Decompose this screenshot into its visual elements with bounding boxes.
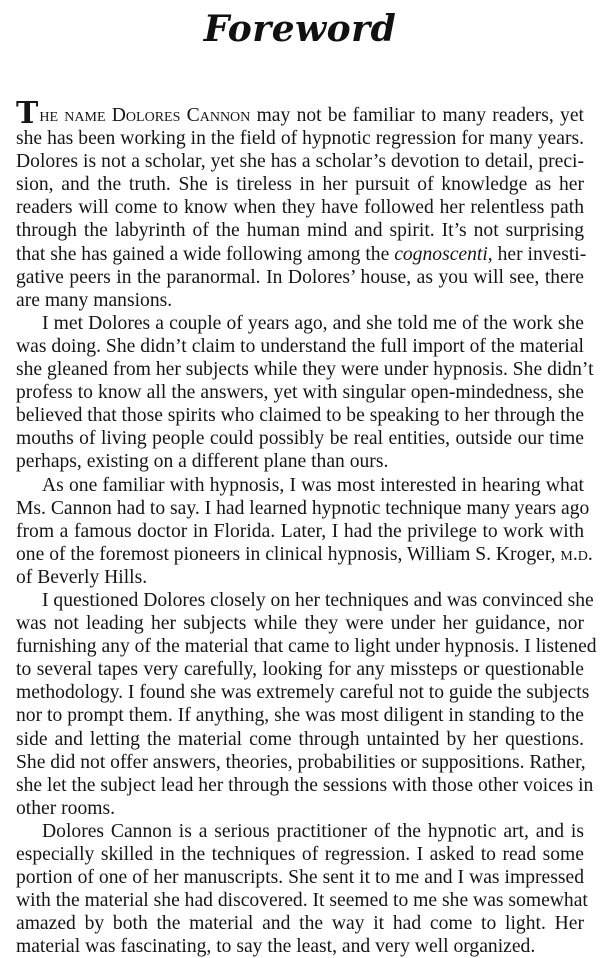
text-line: Dolores Cannon is a serious practitioner of the hypnotic art, and is xyxy=(42,820,584,842)
text-line: she has been working in the field of hypnotic regression for many years. xyxy=(16,128,584,150)
text-line: side and letting the material come through untainted by her questions. xyxy=(16,728,584,750)
text-line: She did not offer answers, theories, probabilities or suppositions. Rather, xyxy=(16,751,586,773)
text-line: one of the foremost pioneers in clinical hypnosis, William S. Kroger, m.d. xyxy=(16,543,593,565)
text-line: was not leading her subjects while they were under her guidance, nor xyxy=(16,613,584,635)
text-line: to several tapes very carefully, looking for any missteps or questionable xyxy=(16,659,584,681)
text-line: are many mansions. xyxy=(16,289,173,311)
text-line: with the material she had discovered. It seemed to me she was somewhat xyxy=(16,890,588,912)
text-line: especially skilled in the techniques of regression. I asked to read some xyxy=(16,844,584,865)
text-line: was doing. She didn’t claim to understand the full import of the material xyxy=(16,335,584,357)
text-line: Ms. Cannon had to say. I had learned hypnotic technique many years ago xyxy=(16,497,590,519)
text-line: Dolores is not a scholar, yet she has a scholar’s devotion to detail, preci- xyxy=(16,151,584,173)
text-line: The name Dolores Cannon may not be familiar to many readers, yet xyxy=(16,96,584,131)
credential-smallcaps: m.d. xyxy=(560,543,593,565)
text-line: nor to prompt them. If anything, she was most diligent in standing to the xyxy=(16,705,584,727)
text-line: profess to know all the answers, yet with singular open-mindedness, she xyxy=(16,382,584,404)
text-line: amazed by both the material and the way it had come to light. Her xyxy=(16,913,584,935)
text-line: other rooms. xyxy=(16,797,116,819)
opening-smallcaps: he name Dolores Cannon xyxy=(39,105,251,126)
text-line: through the labyrinth of the human mind and spirit. It’s not surprising xyxy=(16,220,584,242)
text-line: furnishing any of the material that came to light under hypnosis. I listened xyxy=(16,636,597,658)
text-line: I questioned Dolores closely on her techniques and was convinced she xyxy=(42,589,594,611)
foreword-body xyxy=(16,96,597,958)
text-line: perhaps, existing on a different plane than ours. xyxy=(16,451,389,473)
text-line: of Beverly Hills. xyxy=(16,566,148,588)
text-line: she let the subject lead her through the sessions with those other voices in xyxy=(16,774,594,796)
text-line: she gleaned from her subjects while they were under hypnosis. She didn’t xyxy=(16,359,594,381)
text-line: sion, and the truth. She is tireless in her pursuit of knowledge as her xyxy=(16,174,584,196)
text-line: from a famous doctor in Florida. Later, I had the privilege to work with xyxy=(16,520,584,542)
text-line: As one familiar with hypnosis, I was most interested in hearing what xyxy=(42,474,584,496)
text-line: portion of one of her manuscripts. She sent it to me and I was impressed xyxy=(16,867,584,889)
text-line: material was fascinating, to say the least, and very well organized. xyxy=(16,936,536,958)
page-title: Foreword xyxy=(203,8,397,50)
text-line: believed that those spirits who claimed to be speaking to her through the xyxy=(16,405,585,427)
drop-cap: T xyxy=(16,96,39,131)
text-line: that she has gained a wide following among the cognoscenti, her investi- xyxy=(16,243,587,265)
text-line: readers will come to know when they have followed her relentless path xyxy=(16,197,584,219)
text-line: gative peers in the paranormal. In Dolores’ house, as you will see, there xyxy=(16,266,584,288)
italic-term: cognoscenti, xyxy=(394,243,493,265)
text-line: I met Dolores a couple of years ago, and she told me of the work she xyxy=(42,312,584,334)
text-line: mouths of living people could possibly be real entities, outside our time xyxy=(16,428,584,450)
text-line: methodology. I found she was extremely careful not to guide the subjects xyxy=(16,682,590,704)
